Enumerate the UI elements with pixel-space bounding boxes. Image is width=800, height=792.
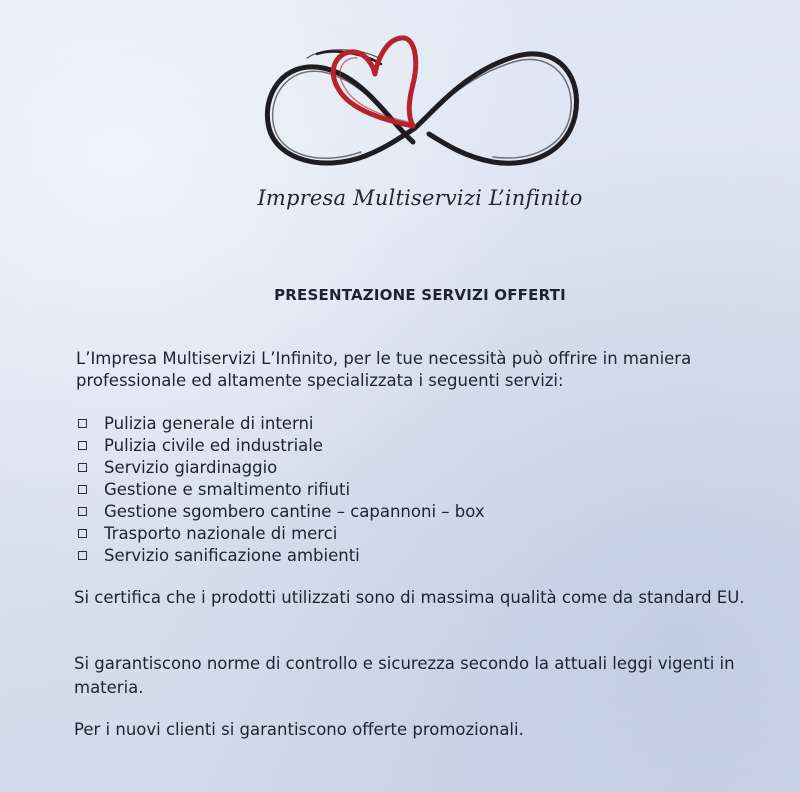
checkbox-bullet-icon bbox=[78, 419, 87, 428]
checkbox-bullet-icon bbox=[78, 485, 87, 494]
service-label: Gestione sgombero cantine – capannoni – box bbox=[104, 501, 485, 521]
checkbox-bullet-icon bbox=[78, 529, 87, 538]
list-item bbox=[76, 412, 776, 434]
checkbox-bullet-icon bbox=[78, 441, 87, 450]
list-item bbox=[76, 478, 776, 500]
promo-paragraph: Per i nuovi clienti si garantiscono offerte promozionali. bbox=[74, 720, 524, 739]
service-label: Pulizia civile ed industriale bbox=[104, 435, 323, 455]
checkbox-bullet-icon bbox=[78, 551, 87, 560]
intro-paragraph: L’Impresa Multiservizi L’Infinito, per le tue necessità può offrire in maniera professionale ed altamente specializzata i seguenti servizi: bbox=[76, 349, 692, 390]
service-label: Servizio sanificazione ambienti bbox=[104, 545, 360, 565]
checkbox-bullet-icon bbox=[78, 507, 87, 516]
list-item bbox=[76, 456, 776, 478]
infinity-heart-logo-icon bbox=[255, 30, 590, 190]
list-item bbox=[76, 544, 776, 566]
services-list bbox=[76, 412, 776, 566]
list-item bbox=[76, 522, 776, 544]
checkbox-bullet-icon bbox=[78, 463, 87, 472]
service-label: Trasporto nazionale di merci bbox=[104, 523, 338, 543]
list-item bbox=[76, 500, 776, 522]
service-label: Pulizia generale di interni bbox=[104, 413, 314, 433]
company-name: Impresa Multiservizi L’infinito bbox=[257, 186, 583, 210]
service-label: Servizio giardinaggio bbox=[104, 457, 278, 477]
quality-paragraph: Si certifica che i prodotti utilizzati sono di massima qualità come da standard EU. bbox=[74, 588, 745, 607]
safety-paragraph: Si garantiscono norme di controllo e sicurezza secondo la attuali leggi vigenti in materia. bbox=[74, 654, 735, 697]
list-item bbox=[76, 434, 776, 456]
document-title: PRESENTAZIONE SERVIZI OFFERTI bbox=[274, 286, 566, 304]
service-label: Gestione e smaltimento rifiuti bbox=[104, 479, 351, 499]
